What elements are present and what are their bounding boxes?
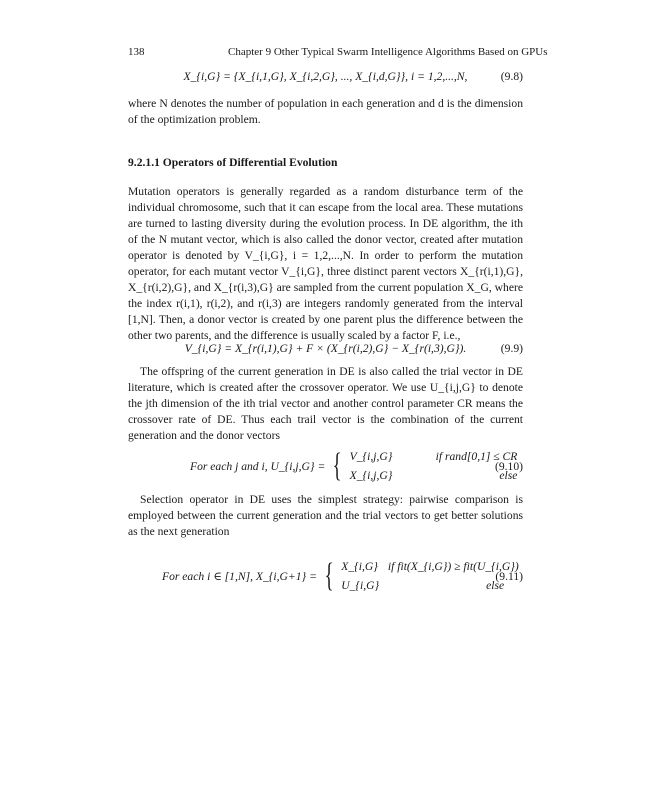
equation-9-10	[128, 446, 523, 486]
paragraph-text: where N denotes the number of population in each generation and d is the dimension of the optimization problem.	[128, 97, 523, 126]
case-condition: else	[499, 469, 518, 482]
case-value: X_{i,j,G}	[349, 469, 393, 482]
case-value: X_{i,G}	[341, 560, 378, 573]
equation-9-10-number: (9.10)	[494, 459, 523, 473]
subsection-heading	[128, 156, 523, 169]
case-condition: else	[486, 579, 505, 592]
equation-9-11-number: (9.11)	[495, 569, 523, 583]
section-heading-text: 9.2.1.1 Operators of Differential Evolution	[128, 156, 338, 169]
left-brace-symbol: {	[324, 557, 334, 594]
paragraph-text: Mutation operators is generally regarded as a random disturbance term of the individual chromosome, such that it can escape from the local area. These mutations are turned to lasting diversity during the evolution process. In DE algorithm, the ith of the N mutant vector, which is also called the donor vector, created after mutation operator is denoted by V_{i,G}, i = 1,2,...,N. In order to perform the mutation operator, for each mutant vector V_{i,G}, three distinct parent vectors X_{r(i,1),G}, X_{r(i,2),G}, and X_{r(i,3),G} are sampled from the current population X_G, where the index r(i,1), r(i,2), and r(i,3) are integers randomly generated from the interval [1,N]. Then, a donor vector is created by one parent plus the difference between the other two parents, and the difference is usually scaled by a factor F, i.e.,	[128, 185, 523, 342]
running-head: Chapter 9 Other Typical Swarm Intelligence Algorithms Based on GPUs	[228, 46, 548, 58]
case-row	[350, 450, 518, 463]
equation-9-9	[128, 342, 523, 355]
equation-9-9-expression: V_{i,G} = X_{r(i,1),G} + F × (X_{r(i,2),G} − X_{r(i,3),G}).	[184, 342, 467, 355]
paragraph-selection-operator	[128, 492, 523, 540]
equation-9-11	[128, 556, 523, 596]
equation-9-8-expression: X_{i,G} = {X_{i,1,G}, X_{i,2,G}, ..., X_{i,d,G}}, i = 1,2,...,N,	[183, 70, 468, 83]
equation-9-11-lhs: For each i ∈ [1,N], X_{i,G+1} =	[162, 570, 317, 583]
case-condition: if rand[0,1] ≤ CR	[435, 450, 518, 463]
equation-9-10-cases	[350, 450, 518, 482]
equation-9-11-cases	[341, 560, 519, 592]
case-value: U_{i,G}	[341, 579, 380, 592]
equation-9-9-number: (9.9)	[500, 342, 523, 355]
paragraph-text: Selection operator in DE uses the simplest strategy: pairwise comparison is employed between the current generation and the trial vectors to get better solutions as the next generation	[128, 493, 523, 538]
equation-9-8	[128, 70, 523, 83]
paragraph-mutation-operator	[128, 184, 523, 344]
paragraph-population-definition	[128, 96, 523, 128]
paragraph-text: The offspring of the current generation in DE is also called the trial vector in DE literature, which is created after the crossover operator. We use U_{i,j,G} to denote the jth dimension of the ith trial vector and another control parameter CR means the crossover rate of DE. Thus each trail vector is the combination of the current generation and the donor vectors	[128, 365, 523, 442]
equation-9-10-lhs: For each j and i, U_{i,j,G} =	[190, 459, 326, 473]
left-brace-symbol: {	[332, 447, 342, 484]
case-row	[341, 560, 519, 573]
equation-9-8-number: (9.8)	[500, 70, 523, 83]
case-row	[341, 579, 519, 592]
case-condition: if fit(X_{i,G}) ≥ fit(U_{i,G})	[387, 560, 519, 573]
paragraph-trial-vector	[128, 364, 523, 444]
page-number: 138	[128, 46, 145, 58]
case-row	[350, 469, 518, 482]
case-value: V_{i,j,G}	[349, 450, 393, 463]
